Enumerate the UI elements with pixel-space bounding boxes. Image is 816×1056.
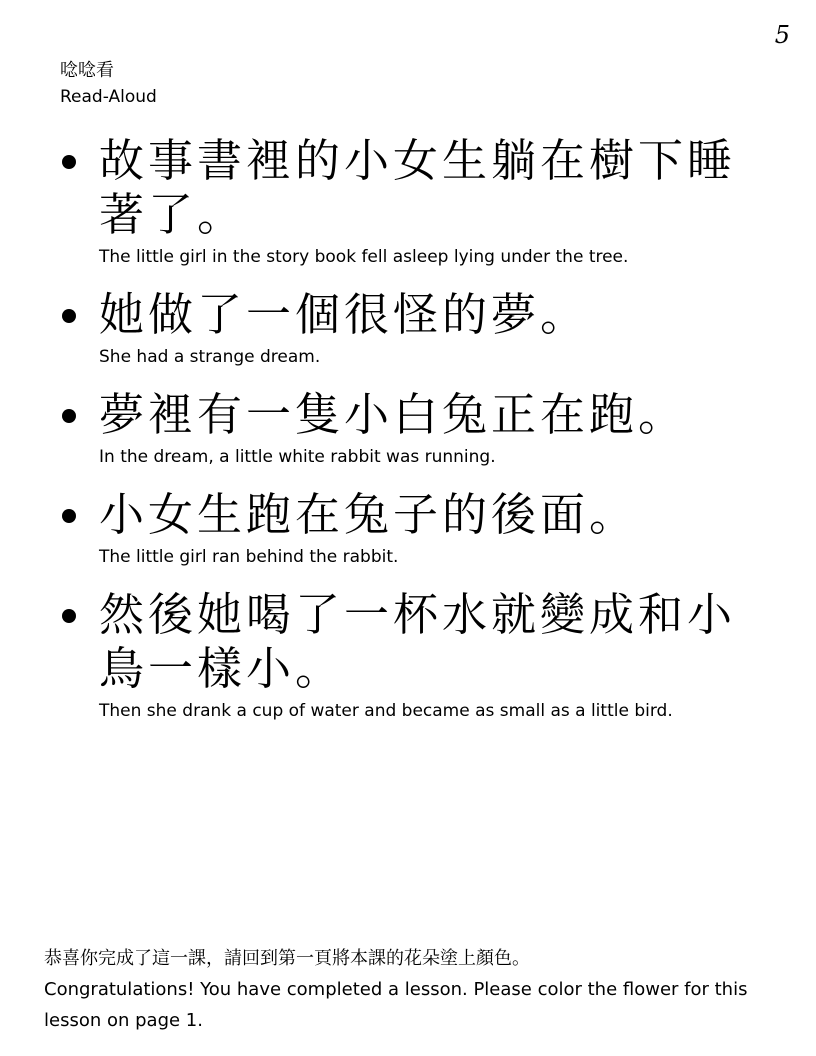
sentence-item (60, 134, 780, 268)
completion-message-chinese: 恭喜你完成了這一課，請回到第一頁將本課的花朵塗上顏色。 (44, 948, 530, 969)
bullet-icon (62, 609, 76, 623)
bullet-icon (62, 309, 76, 323)
bullet-icon (62, 409, 76, 423)
section-title-chinese: 唸唸看 (60, 60, 114, 81)
bullet-icon (62, 509, 76, 523)
sentence-english: The little girl ran behind the rabbit. (99, 547, 399, 567)
sentence-english: Then she drank a cup of water and became as small as a little bird. (99, 701, 673, 721)
sentence-item (60, 388, 780, 468)
section-header (60, 58, 157, 110)
sentence-english: The little girl in the story book fell asleep lying under the tree. (99, 247, 629, 267)
bullet-icon (62, 155, 76, 169)
sentence-item (60, 288, 780, 368)
sentence-chinese: 然後她喝了一杯水就變成和小鳥一樣小。 (99, 588, 737, 695)
sentence-item (60, 588, 780, 722)
section-title-english: Read-Aloud (60, 87, 157, 107)
completion-message (44, 944, 794, 1036)
sentence-chinese: 夢裡有一隻小白兔正在跑。 (99, 388, 688, 441)
sentence-chinese: 小女生跑在兔子的後面。 (99, 488, 639, 541)
sentence-english: In the dream, a little white rabbit was running. (99, 447, 496, 467)
completion-message-english: Congratulations! You have completed a lesson. Please color the flower for this lesson on page 1. (44, 979, 748, 1031)
sentence-english: She had a strange dream. (99, 347, 321, 367)
sentence-chinese: 故事書裡的小女生躺在樹下睡著了。 (99, 134, 737, 241)
sentence-list (60, 134, 780, 742)
sentence-chinese: 她做了一個很怪的夢。 (99, 288, 590, 341)
sentence-item (60, 488, 780, 568)
page-number: 5 (774, 21, 790, 49)
